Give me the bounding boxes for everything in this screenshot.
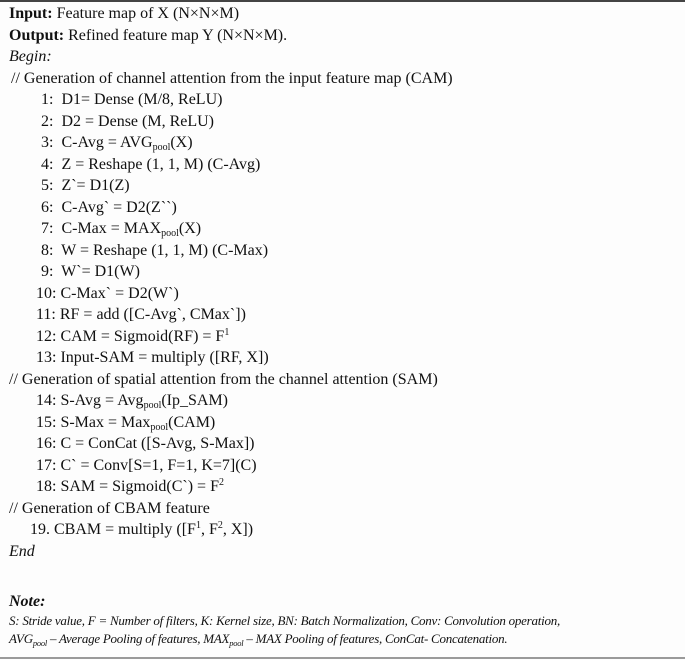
step-text: C-Avg = AVG [61, 134, 153, 151]
step-text: S-Max = Max [60, 413, 151, 431]
note-text: – MAX Pooling of features, ConCat- Concatenation. [243, 631, 508, 646]
step-6 [9, 197, 679, 219]
step-text: CAM = Sigmoid(RF) = F [60, 327, 225, 345]
note-line-1: S: Stride value, F = Number of filters, K: Kernel size, BN: Batch Normalization, Conv: Convolution operation, [9, 613, 560, 628]
step-text: C-Avg` = D2(Z``) [61, 198, 177, 216]
step-number: 4: [41, 155, 54, 173]
output-line [9, 25, 679, 47]
step-number: 8: [41, 241, 54, 259]
step-2 [9, 111, 679, 133]
step-12 [9, 326, 679, 348]
step-9 [9, 261, 679, 283]
step-1 [9, 89, 679, 111]
step-text-tail: (X) [178, 220, 202, 237]
step-number: 9: [41, 263, 54, 280]
comment-cam: // Generation of channel attention from the input feature map (CAM) [11, 69, 453, 87]
step-number: 12: [36, 327, 57, 345]
superscript: 2 [218, 477, 224, 488]
input-label: Input: [9, 5, 53, 22]
step-text-tail: (CAM) [168, 413, 216, 431]
step-text: C` = Conv[S=1, F=1, K=7](C) [60, 456, 257, 474]
step-14 [9, 390, 679, 412]
step-4 [9, 154, 679, 176]
subscript: pool [152, 142, 171, 153]
superscript: 1 [195, 520, 201, 531]
subscript: pool [229, 638, 244, 648]
step-10 [9, 283, 679, 305]
step-text: C-Max = MAX [61, 220, 162, 237]
step-text: Input-SAM = multiply ([RF, X]) [60, 349, 269, 366]
step-17 [9, 455, 679, 477]
begin-keyword: Begin: [9, 48, 52, 65]
comment-cbam: // Generation of CBAM feature [9, 499, 210, 517]
step-11 [9, 304, 679, 326]
superscript: 2 [217, 520, 223, 531]
step-number: 3: [41, 134, 54, 151]
step-7 [9, 218, 679, 240]
subscript: pool [161, 228, 179, 239]
superscript: 1 [224, 326, 230, 338]
step-8 [9, 240, 679, 262]
input-line [9, 3, 679, 25]
subscript: pool [150, 421, 169, 433]
step-text: D2 = Dense (M, ReLU) [61, 112, 214, 130]
step-number: 17: [36, 456, 57, 474]
step-text: D1= Dense (M/8, ReLU) [61, 91, 223, 108]
step-text-mid: , F [200, 521, 218, 538]
output-text: Refined feature map Y (N×N×M). [68, 26, 288, 44]
note-line-2 [9, 630, 679, 648]
note-title: Note: [9, 593, 46, 610]
step-text: Z`= D1(Z) [61, 177, 130, 194]
step-number: 11: [36, 306, 56, 323]
comment-sam: // Generation of spatial attention from the channel attention (SAM) [9, 370, 438, 388]
step-19 [9, 519, 679, 541]
subscript: pool [143, 400, 162, 411]
step-number: 14: [36, 392, 57, 409]
step-text: RF = add ([C-Avg`, CMax`]) [59, 306, 246, 323]
output-label: Output: [9, 26, 65, 44]
step-number: 1: [41, 91, 54, 108]
step-text-tail: (X) [170, 134, 193, 151]
step-5 [9, 175, 679, 197]
step-number: 13: [36, 349, 57, 366]
step-number: 2: [41, 112, 54, 130]
end-keyword: End [9, 542, 35, 560]
step-number: 5: [41, 177, 54, 194]
step-text: S-Avg = Avg [60, 392, 144, 409]
step-number: 19. [30, 521, 50, 538]
step-number: 6: [41, 198, 54, 216]
step-15 [9, 412, 679, 434]
step-text: C-Max` = D2(W`) [60, 284, 179, 302]
step-number: 10: [36, 284, 57, 302]
spacer [9, 562, 679, 583]
input-text: Feature map of X (N×N×M) [56, 5, 240, 22]
subscript: pool [32, 638, 47, 648]
step-16 [9, 433, 679, 455]
top-rule [0, 0, 685, 2]
step-text: CBAM = multiply ([F [54, 521, 196, 538]
step-3 [9, 132, 679, 154]
note-text: – Average Pooling of features, MAX [47, 631, 230, 646]
step-number: 16: [36, 435, 57, 452]
algorithm-box [9, 3, 679, 648]
step-text: C = ConCat ([S-Avg, S-Max]) [60, 435, 255, 452]
step-text: W = Reshape (1, 1, M) (C-Max) [61, 241, 269, 259]
note-text: AVG [9, 631, 33, 646]
step-number: 15: [36, 413, 57, 431]
step-number: 7: [41, 220, 54, 237]
step-text-tail: , X]) [222, 521, 254, 538]
step-18 [9, 476, 679, 498]
step-13 [9, 347, 679, 369]
bottom-rule [0, 657, 685, 659]
step-text: SAM = Sigmoid(C`) = F [60, 478, 219, 495]
step-text: W`= D1(W) [61, 263, 140, 280]
step-number: 18: [36, 478, 57, 495]
step-text-tail: (Ip_SAM) [161, 392, 229, 409]
step-text: Z = Reshape (1, 1, M) (C-Avg) [61, 155, 261, 173]
